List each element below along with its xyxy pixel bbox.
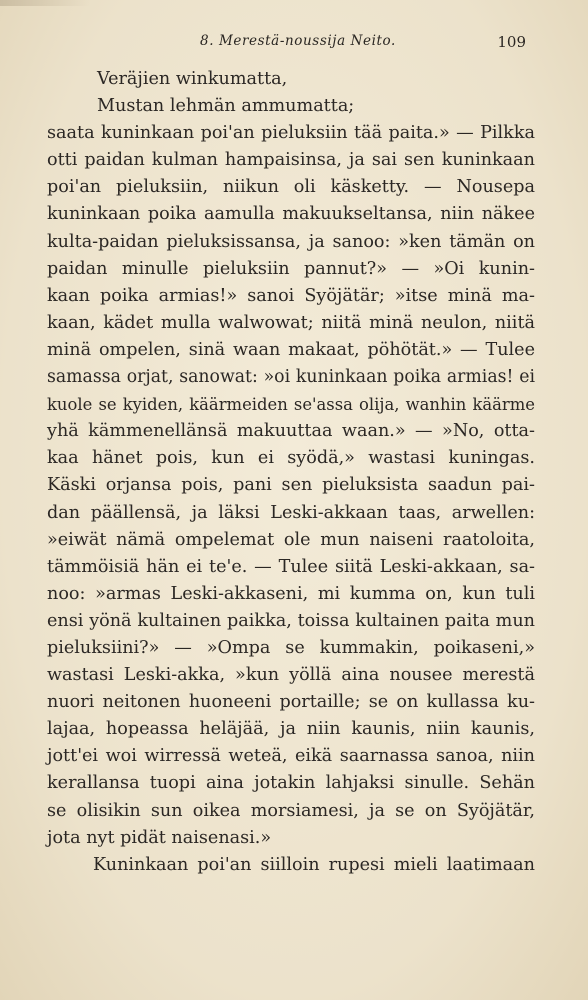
text-line: kaa hänet pois, kun ei syödä,» wastasi kuningas. xyxy=(47,448,535,469)
text-line: kuole se kyiden, käärmeiden se'assa olija, wanhin käärme xyxy=(47,395,535,415)
text-line: Kuninkaan poi'an siilloin rupesi mieli laatimaan xyxy=(93,854,535,875)
page-header xyxy=(0,33,588,55)
page-number: 109 xyxy=(497,33,526,51)
text-line: kerallansa tuopi aina jotakin lahjaksi sinulle. Sehän xyxy=(47,773,535,794)
text-line: se olisikin sun oikea morsiamesi, ja se on Syöjätär, xyxy=(47,800,535,821)
text-line: ensi yönä kultainen paikka, toissa kultainen paita mun xyxy=(47,610,535,631)
body-text xyxy=(47,66,535,879)
verse-line: Mustan lehmän ammumatta; xyxy=(97,96,355,117)
text-line: yhä kämmenellänsä makuuttaa waan.» — »No, otta- xyxy=(47,421,535,442)
text-line: kulta-paidan pieluksissansa, ja sanoo: »ken tämän on xyxy=(47,231,535,252)
text-line: »eiwät nämä ompelemat ole mun naiseni raatoloita, xyxy=(47,529,535,550)
text-line: kaan, kädet mulla walwowat; niitä minä neulon, niitä xyxy=(47,312,535,333)
text-line: jott'ei woi wirressä weteä, eikä saarnassa sanoa, niin xyxy=(47,746,535,767)
text-line: saata kuninkaan poi'an pieluksiin tää paita.» — Pilkka xyxy=(47,123,535,144)
text-line: kaan poika armias!» sanoi Syöjätär; »itse minä ma- xyxy=(47,285,535,306)
text-line: Käski orjansa pois, pani sen pieluksista saadun pai- xyxy=(47,475,535,496)
text-line: lajaa, hopeassa heläjää, ja niin kaunis, niin kaunis, xyxy=(47,719,535,740)
text-line: noo: »armas Leski-akkaseni, mi kumma on, kun tuli xyxy=(47,583,535,604)
text-line: pieluksiini?» — »Ompa se kummakin, poikaseni,» xyxy=(47,637,535,658)
text-line: samassa orjat, sanowat: »oi kuninkaan poika armias! ei xyxy=(47,367,535,388)
text-line: paidan minulle pieluksiin pannut?» — »Oi kunin- xyxy=(47,258,535,279)
page-edge-mark xyxy=(0,0,90,6)
text-line: nuori neitonen huoneeni portaille; se on kullassa ku- xyxy=(47,692,535,713)
running-head: 8. Merestä-noussija Neito. xyxy=(200,33,396,49)
text-line: wastasi Leski-akka, »kun yöllä aina nousee merestä xyxy=(47,665,535,686)
text-line: otti paidan kulman hampaisinsa, ja sai sen kuninkaan xyxy=(47,150,535,171)
verse-line: Veräjien winkumatta, xyxy=(97,69,288,89)
text-line: dan päällensä, ja läksi Leski-akkaan taas, arwellen: xyxy=(47,502,535,523)
text-line: jota nyt pidät naisenasi.» xyxy=(47,827,272,848)
text-line: poi'an pieluksiin, niikun oli käsketty. — Nousepa xyxy=(47,177,535,198)
text-line: kuninkaan poika aamulla makuukseltansa, niin näkee xyxy=(47,204,535,225)
text-line: tämmöisiä hän ei te'e. — Tulee siitä Leski-akkaan, sa- xyxy=(47,556,535,577)
text-line: minä ompelen, sinä waan makaat, pöhötät.» — Tulee xyxy=(47,339,535,360)
